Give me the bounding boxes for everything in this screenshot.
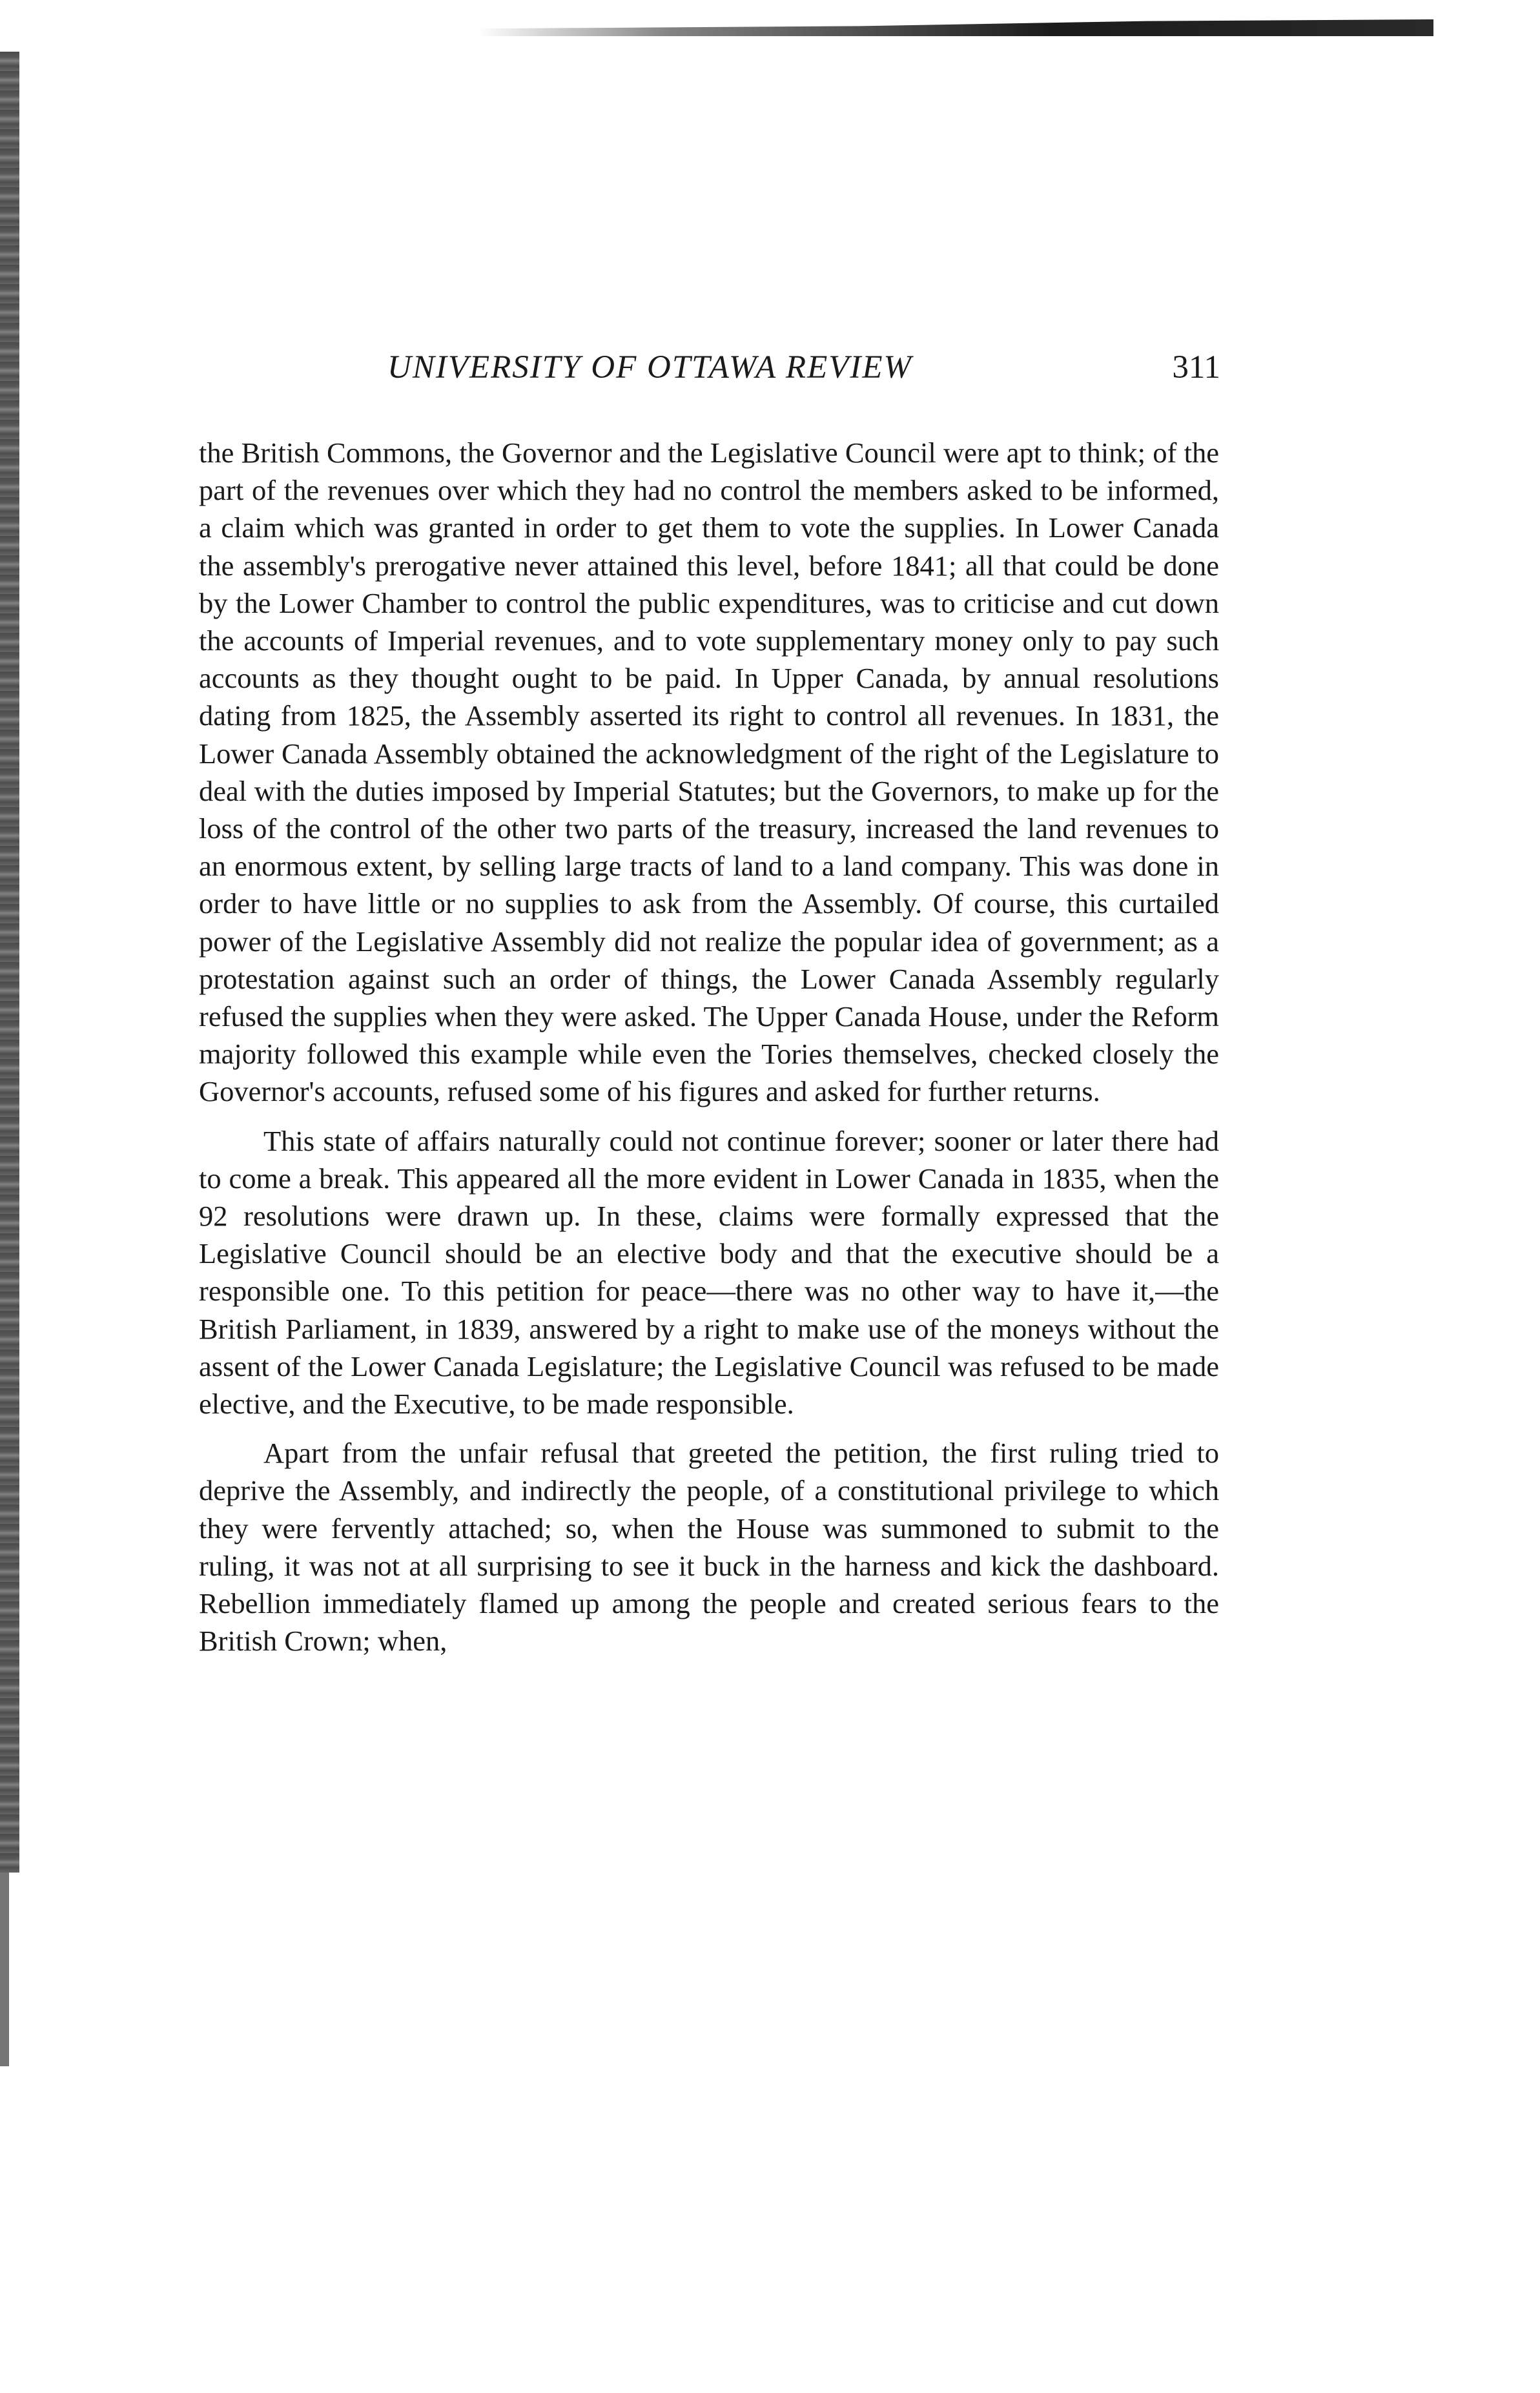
page-number: 311 (1172, 349, 1220, 385)
page-header (387, 349, 1220, 394)
scan-edge-left-lower (0, 1873, 9, 2066)
running-title: UNIVERSITY OF OTTAWA REVIEW (387, 349, 912, 385)
paragraph-2: This state of affairs naturally could not continue forever; sooner or later there had to come a break. This appeared all the more evident in Lower Canada in 1835, when the 92 resolutions were drawn up. In these, claims were formally expressed that the Legislative Council should be an elective body and that the executive should be a responsible one. To this petition for peace—there was no other way to have it,—the British Parliament, in 1839, answered by a right to make use of the moneys without the assent of the Lower Canada Legislature; the Legislative Council was refused to be made elective, and the Executive, to be made responsible. (199, 1124, 1219, 1421)
body-text (199, 434, 1219, 1660)
paragraph-3: Apart from the unfair refusal that greeted the petition, the first ruling tried to deprive the Assembly, and indirectly the people, of a constitutional privilege to which they were fervently attached; so, when the House was summoned to submit to the ruling, it was not at all surprising to see it buck in the harness and kick the dashboard. Rebellion immediately flamed up among the people and created serious fears to the British Crown; when, (199, 1437, 1219, 1658)
paragraph-1: the British Commons, the Governor and the Legislative Council were apt to think; of the part of the revenues over which they had no control the members asked to be informed, a claim which was granted in order to get them to vote the supplies. In Lower Canada the assembly's prerogative never attained this level, before 1841; all that could be done by the Lower Chamber to control the public expenditures, was to criticise and cut down the accounts of Imperial revenues, and to vote supplementary money only to pay such accounts as they thought ought to be paid. In Upper Canada, by annual resolutions dating from 1825, the Assembly asserted its right to control all revenues. In 1831, the Lower Canada Assembly obtained the acknowledgment of the right of the Legislature to deal with the duties imposed by Imperial Statutes; but the Governors, to make up for the loss of the control of the other two parts of the treasury, increased the land revenues to an enormous extent, by selling large tracts of land to a land company. This was done in order to have little or no supplies to ask from the Assembly. Of course, this curtailed power of the Legislative Assembly did not realize the popular idea of government; as a protestation against such an order of things, the Lower Canada Assembly regularly refused the supplies when they were asked. The Upper Canada House, under the Reform majority followed this example while even the Tories themselves, checked closely the Governor's accounts, refused some of his figures and asked for further returns. (199, 436, 1219, 1108)
scan-edge-left (0, 52, 19, 1873)
scan-edge-top (478, 19, 1433, 36)
